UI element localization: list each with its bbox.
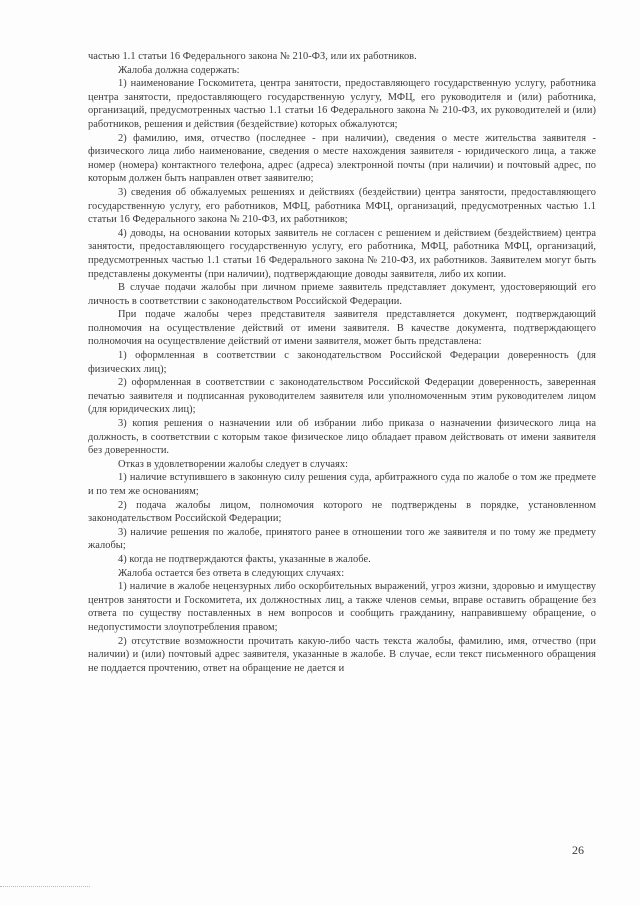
paragraph: частью 1.1 статьи 16 Федерального закона № 210-ФЗ, или их работников. [88,51,417,62]
paragraph: 4) доводы, на основании которых заявитель не согласен с решением и действием (бездействием) центра занятости, предоставляющего государственную услугу, его работника, МФЦ, работника МФЦ, организаций, предусмотренных частью 1.1 статьи 16 Федерального закона № 210-ФЗ, их работников. Заявителем могут быть представлены документы (при наличии), подтверждающие доводы заявителя, либо их копии. [88,227,596,280]
paragraph: 1) оформленная в соответствии с законодательством Российской Федерации доверенность (для физических лиц); [88,350,596,375]
paragraph: При подаче жалобы через представителя заявителя представляется документ, подтверждающий полномочия на осуществление действий от имени заявителя. В качестве документа, подтверждающего полномочия на осуществление действий от имени заявителя, может быть представлена: [88,309,596,348]
paragraph: 3) наличие решения по жалобе, принятого ранее в отношении того же заявителя и по тому же предмету жалобы; [88,526,596,552]
paragraph: 4) когда не подтверждаются факты, указанные в жалобе. [118,553,371,565]
paragraph: 2) подача жалобы лицом, полномочия которого не подтверждены в порядке, установленном законодательством Российской Федерации; [88,499,596,525]
paragraph: Жалоба остается без ответа в следующих случаях: [118,567,345,579]
paragraph: 1) наличие в жалобе нецензурных либо оскорбительных выражений, угроз жизни, здоровью и имуществу центров занятости и Госкомитета, их должностных лиц, а также членов семьи, вправе оставить обращение без ответа по существу поставленных в нем вопросов и сообщить гражданину, направившему обращение, о недопустимости злоупотребления правом; [88,581,596,633]
paragraph: 3) копия решения о назначении или об избрании либо приказа о назначении физического лица на должность, в соответствии с которым такое физическое лицо обладает правом действовать от имени заявителя без доверенности. [88,418,596,457]
paragraph: 2) отсутствие возможности прочитать какую-либо часть текста жалобы, фамилию, имя, отчество (при наличии) и (или) почтовый адрес заявителя, указанные в жалобе. В случае, если текст письменного обращения не поддается прочтению, ответ на обращение не дается и [88,635,596,674]
paragraph: 2) фамилию, имя, отчество (последнее - при наличии), сведения о месте жительства заявителя - физического лица либо наименование, сведения о месте нахождения заявителя - юридического лица, а также номер (номера) контактного телефона, адрес (адреса) электронной почты (при наличии) и почтовый адрес, по которым должен быть направлен ответ заявителю; [88,132,596,185]
paragraph: 1) наименование Госкомитета, центра занятости, предоставляющего государственную услугу, работника центра занятости, предоставляющего государственную услугу, МФЦ, его руководителя и (или) работника, организаций, предусмотренных частью 1.1 статьи 16 Федерального закона № 210-ФЗ, их руководителей и (или) работников, решения и действия (бездействие) которых обжалуются; [88,78,596,130]
paragraph: 2) оформленная в соответствии с законодательством Российской Федерации доверенность, заверенная печатью заявителя и подписанная руководителем заявителя или уполномоченным этим руководителем лицом (для юридических лиц); [88,377,596,416]
page-number: 26 [572,843,584,857]
paragraph: Отказ в удовлетворении жалобы следует в случаях: [118,458,349,470]
paragraph: 1) наличие вступившего в законную силу решения суда, арбитражного суда по жалобе о том же предмете и по тем же основаниям; [88,472,596,497]
paragraph: Жалоба должна содержать: [118,64,240,76]
document-body [88,50,596,675]
paragraph: В случае подачи жалобы при личном приеме заявитель представляет документ, удостоверяющий его личность в соответствии с законодательством Российской Федерации. [88,282,596,307]
scan-edge-divider [0,886,90,888]
paragraph: 3) сведения об обжалуемых решениях и действиях (бездействии) центра занятости, предоставляющего государственную услугу, его работников, МФЦ, работника МФЦ, организаций, предусмотренных частью 1.1 статьи 16 Федерального закона № 210-ФЗ, их работников; [88,186,596,226]
